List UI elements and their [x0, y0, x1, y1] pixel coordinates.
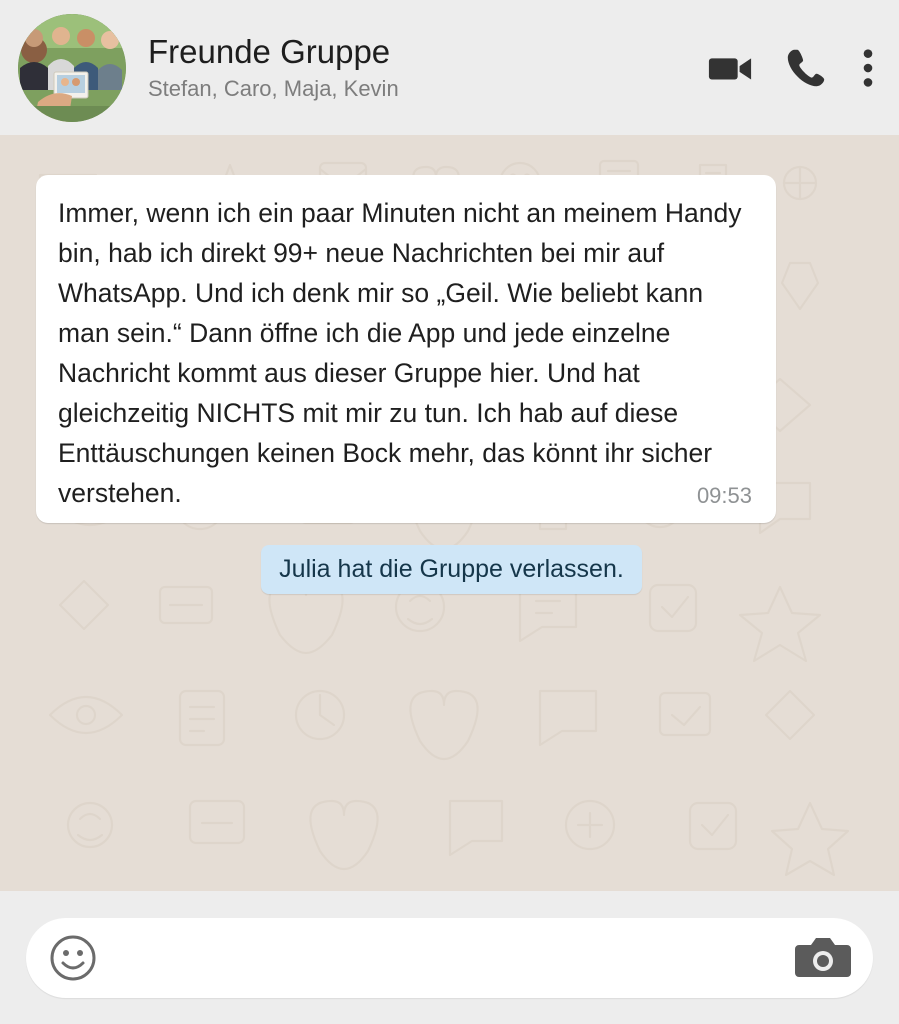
message-timestamp: 09:53	[696, 483, 752, 508]
system-message-row	[36, 545, 867, 594]
chat-title-block[interactable]	[148, 34, 693, 101]
system-message: Julia hat die Gruppe verlassen.	[261, 545, 642, 594]
messages-container	[0, 135, 899, 891]
avatar[interactable]	[18, 14, 126, 122]
more-options-icon[interactable]	[859, 45, 877, 91]
smiley-icon[interactable]	[48, 933, 98, 983]
composer-bar	[0, 891, 899, 1024]
message-input[interactable]	[98, 942, 795, 973]
message-bubble-incoming[interactable]	[36, 175, 776, 523]
voice-call-icon[interactable]	[783, 45, 829, 91]
message-input-container[interactable]	[26, 918, 873, 998]
camera-icon[interactable]	[795, 935, 851, 981]
page-title: Freunde Gruppe	[148, 33, 391, 70]
video-call-icon[interactable]	[707, 45, 753, 91]
group-photo-avatar	[18, 14, 126, 122]
message-list[interactable]	[0, 135, 899, 891]
chat-header	[0, 0, 899, 135]
message-text: Immer, wenn ich ein paar Minuten nicht an meinem Handy bin, hab ich direkt 99+ neue Nachrichten bei mir auf WhatsApp. Und ich denk mir so „Geil. Wie beliebt kann man sein.“ Dann öffne ich die App und jede einzelne Nachricht kommt aus dieser Gruppe hier. Und hat gleichzeitig NICHTS mit mir zu tun. Ich hab auf diese Enttäuschungen keinen Bock mehr, das könnt ihr sicher verstehen.	[58, 198, 749, 508]
header-actions	[707, 45, 877, 91]
chat-participants: Stefan, Caro, Maja, Kevin	[148, 77, 399, 102]
